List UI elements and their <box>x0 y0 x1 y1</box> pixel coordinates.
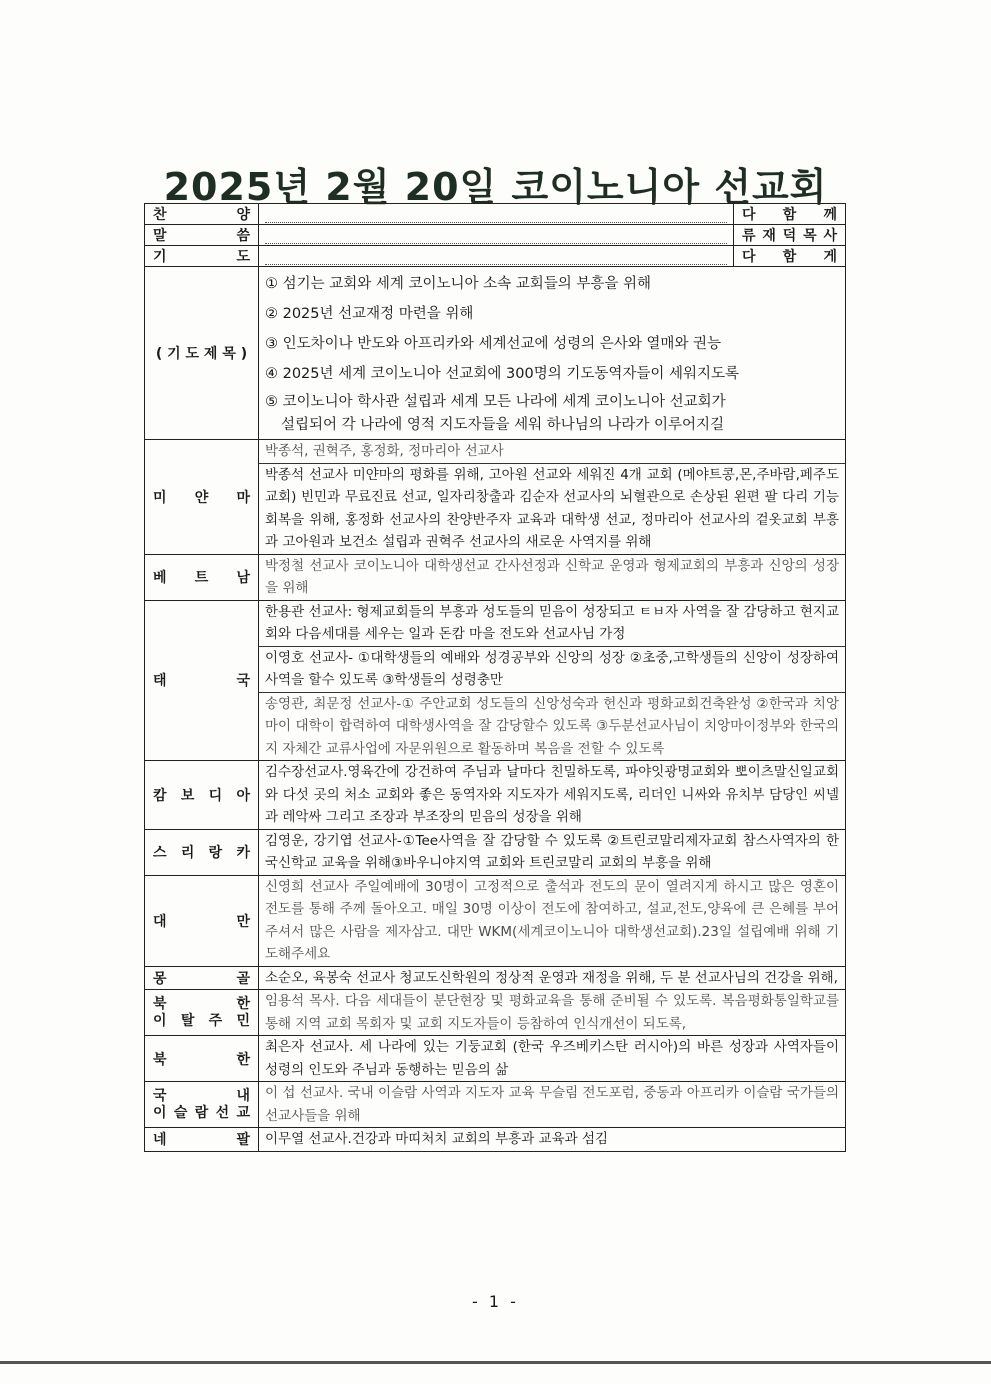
country-prayer <box>259 1082 846 1128</box>
prayer-topic-item: ④ 2025년 세계 코이노니아 선교회에 300명의 기도동역자들이 세워지도록 <box>265 366 740 382</box>
service-item-dots <box>259 225 734 246</box>
label-char: 만 <box>236 913 250 930</box>
service-order-row <box>145 225 846 246</box>
label-char: 목 <box>803 228 817 244</box>
label-char: 도 <box>236 249 250 265</box>
country-row <box>145 554 846 600</box>
country-label <box>145 1082 259 1128</box>
label-char: 아 <box>236 787 250 804</box>
label-char: 이 <box>153 1012 167 1029</box>
prayer-text: 신영희 선교사 주일예배에 30명이 고정적으로 출석과 전도의 문이 열려지게 하시고 많은 영혼이 전도를 통해 주께 돌아오고. 매일 30명 이상이 전도에 참여하고, 설교,전도,양육에 큰 은혜를 부어주셔서 많은 사람을 제자삼고. 대만 WKM(세계코이노니아 대학생선교회).23일 설립예배 위해 기도해주세요 <box>265 878 839 962</box>
prayer-topic-item: ① 섬기는 교회와 세계 코이노니아 소속 교회들의 부흥을 위해 <box>265 276 652 292</box>
label-char: 태 <box>153 673 167 690</box>
service-item-dots <box>259 204 734 225</box>
country-row <box>145 875 846 966</box>
label-char: 이 <box>153 1104 167 1121</box>
label-char: 주 <box>208 1012 223 1029</box>
prayer-text: 이무열 선교사.건강과 마띠처치 교회의 부흥과 교육과 섬김 <box>265 1131 609 1147</box>
label-char: 재 <box>762 228 776 244</box>
country-row <box>145 600 846 761</box>
prayer-topic-item: ③ 인도차이나 반도와 아프리카와 세계선교에 성령의 은사와 열매와 권능 <box>265 336 722 352</box>
country-prayer <box>259 990 846 1036</box>
label-char: 기 <box>153 249 167 265</box>
label-char: 함 <box>782 249 797 265</box>
country-row <box>145 440 846 555</box>
country-row <box>145 1128 846 1152</box>
label-char: 랑 <box>208 845 223 861</box>
country-row <box>145 966 846 990</box>
label-char: 다 <box>742 207 756 223</box>
label-char: 리 <box>180 845 195 861</box>
label-char: 내 <box>236 1088 250 1105</box>
prayer-text: 한용관 선교사: 형제교회들의 부흥과 성도들의 믿음이 성장되고 ㅌㅂ자 사역을 잘 감당하고 현지교회와 다음세대를 세우는 일과 돈캄 마을 전도와 선교사님 가정 <box>259 601 845 647</box>
country-prayer <box>259 1036 846 1082</box>
label-char: 스 <box>153 845 167 861</box>
service-item-label <box>145 225 259 246</box>
label-char: 교 <box>236 1104 250 1121</box>
prayer-topic-item: ② 2025년 선교재정 마련을 위해 <box>265 306 474 322</box>
label-char: 북 <box>153 1051 167 1068</box>
country-prayer <box>259 761 846 830</box>
bottom-rule <box>0 1361 991 1364</box>
prayer-topics-list <box>259 267 846 440</box>
label-char: 한 <box>236 1051 250 1068</box>
page-number: - 1 - <box>472 1292 519 1311</box>
service-item-leader <box>734 225 846 246</box>
prayer-text: 이 섭 선교사. 국내 이슬람 사역과 지도자 교육 무슬림 전도포럼, 중동과 아프리카 이슬람 국가들의 선교사들을 위해 <box>265 1085 839 1124</box>
country-label <box>145 761 259 830</box>
country-prayer <box>259 875 846 966</box>
label-char: 팔 <box>236 1132 250 1149</box>
label-char: 마 <box>236 489 250 506</box>
country-row <box>145 1082 846 1128</box>
page-title: 2025년 2월 20일 코이노니아 선교회 <box>163 165 828 209</box>
label-char: 람 <box>194 1104 209 1121</box>
label-char: 양 <box>236 207 250 223</box>
prayer-topics-row <box>145 267 846 440</box>
label-char: 다 <box>742 249 756 265</box>
service-order-row <box>145 204 846 225</box>
label-char: 베 <box>153 570 167 586</box>
label-char: 얀 <box>194 489 209 506</box>
country-label <box>145 966 259 990</box>
prayer-text: 김수장선교사.영육간에 강건하여 주님과 날마다 친밀하도록, 파야잇광명교회와 뽀이츠말신일교회와 다섯 곳의 처소 교회와 좋은 동역자와 지도자가 세워지도록, 리더인 니싸와 유치부 담당인 씨넬과 레악싸 그리고 조장과 부조장의 믿음의 성장을 위해 <box>265 764 839 825</box>
prayer-text: 박정철 선교사 코이노니아 대학생선교 간사선정과 신학교 운영과 형제교회의 부흥과 신앙의 성장을 위해 <box>265 557 839 596</box>
label-char: 민 <box>236 1012 250 1029</box>
label-char: 북 <box>153 996 167 1013</box>
country-label <box>145 600 259 761</box>
service-item-label <box>145 246 259 267</box>
label-char: 보 <box>180 787 195 804</box>
prayer-table <box>144 203 846 1152</box>
country-label <box>145 440 259 555</box>
country-prayer <box>259 1128 846 1152</box>
label-char: 네 <box>153 1132 167 1149</box>
label-char: 대 <box>153 913 167 930</box>
country-row <box>145 990 846 1036</box>
country-label <box>145 554 259 600</box>
label-char: 말 <box>153 228 167 244</box>
prayer-topic-item: ⑤ 코이노니아 학사관 설립과 세계 모든 나라에 세계 코이노니아 선교회가 <box>265 394 726 410</box>
service-item-label <box>145 204 259 225</box>
country-prayer <box>259 440 846 555</box>
label-char: 카 <box>236 845 250 861</box>
country-row <box>145 761 846 830</box>
country-label <box>145 990 259 1036</box>
country-label <box>145 1128 259 1152</box>
label-char: 트 <box>194 570 209 586</box>
label-char: 국 <box>236 673 250 690</box>
country-prayer <box>259 600 846 761</box>
label-char: 께 <box>823 207 837 223</box>
prayer-text: 소순오, 육봉숙 선교사 청교도신학원의 정상적 운영과 재정을 위해, 두 분 선교사님의 건강을 위해, <box>265 969 838 986</box>
service-order-row <box>145 246 846 267</box>
label-char: 미 <box>153 489 167 506</box>
prayer-text: 송영관, 최문정 선교사-① 주안교회 성도들의 신앙성숙과 헌신과 평화교회건축완성 ②한국과 치앙마이 대학이 합력하여 대학생사역을 잘 감당할수 있도록 ③두분선교사님이 치앙마이정부와 한국의 지 자체간 교류사업에 자문위원으로 활동하며 복음을 전할 수 있도록 <box>265 695 839 757</box>
label-char: 디 <box>208 787 223 804</box>
label-char: 캄 <box>153 787 167 804</box>
label-char: 사 <box>823 228 837 244</box>
prayer-text: 박종석, 권혁주, 홍정화, 정마리아 선교사 <box>259 440 845 464</box>
service-item-leader <box>734 204 846 225</box>
prayer-text: 김영운, 강기엽 선교사-①Tee사역을 잘 감당할 수 있도록 ②트린코말리제자교회 참스사역자의 한국신학교 교육을 위해③바우니야지역 교회와 트린코말리 교회의 부흥을 위해 <box>265 832 839 871</box>
country-prayer <box>259 554 846 600</box>
country-prayer <box>259 966 846 990</box>
country-label <box>145 1036 259 1082</box>
label-char: 게 <box>823 249 837 265</box>
prayer-text: 최은자 선교사. 세 나라에 있는 기둥교회 (한국 우즈베키스탄 러시아)의 바른 성장과 사역자들이 성령의 인도와 주님과 동행하는 믿음의 삶 <box>265 1039 839 1078</box>
country-row <box>145 1036 846 1082</box>
prayer-topics-label: ( 기 도 제 목 ) <box>145 267 259 440</box>
label-char: 골 <box>236 970 250 987</box>
label-char: 몽 <box>153 970 167 987</box>
prayer-text: 박종석 선교사 미얀마의 평화를 위해, 고아원 선교와 세워진 4개 교회 (메야트콩,몬,주바람,페주도교회) 빈민과 무료진료 선교, 일자리창출과 김순자 선교사의 뇌혈관으로 손상된 왼편 팔 다리 기능 회복을 위해, 홍정화 선교사의 찬양반주자 교육과 대학생 선교, 정마리아 선교사의 겉옷교회 부흥과 고아원과 보건소 설립과 권혁주 선교사의 새로운 사역지를 위해 <box>265 466 839 550</box>
label-char: 찬 <box>153 207 167 223</box>
country-prayer <box>259 829 846 875</box>
label-char: 씀 <box>236 228 250 244</box>
prayer-topic-item: 설립되어 각 나라에 영적 지도자들을 세워 하나님의 나라가 이루어지길 <box>281 417 725 433</box>
service-item-leader <box>734 246 846 267</box>
label-char: 탈 <box>180 1012 195 1029</box>
label-char: 덕 <box>782 228 797 244</box>
label-char: 함 <box>782 207 797 223</box>
country-label <box>145 875 259 966</box>
service-item-dots <box>259 246 734 267</box>
label-char: 한 <box>236 996 250 1013</box>
label-char: 선 <box>215 1104 230 1121</box>
prayer-text: 이영호 선교사- ①대학생들의 예배와 성경공부와 신앙의 성장 ②초중,고학생들의 신앙이 성장하여 사역을 할수 있도록 ③학생들의 성령충만 <box>259 647 845 693</box>
label-char: 국 <box>153 1088 167 1105</box>
country-label <box>145 829 259 875</box>
label-char: 슬 <box>173 1104 188 1121</box>
label-char: 남 <box>236 570 250 586</box>
country-row <box>145 829 846 875</box>
label-char: 류 <box>742 228 756 244</box>
prayer-text: 임용석 목사. 다음 세대들이 분단현장 및 평화교육을 통해 준비될 수 있도록. 복음평화통일학교를 통해 지역 교회 목회자 및 교회 지도자들이 등참하여 인식개선이 되도록, <box>265 993 839 1032</box>
